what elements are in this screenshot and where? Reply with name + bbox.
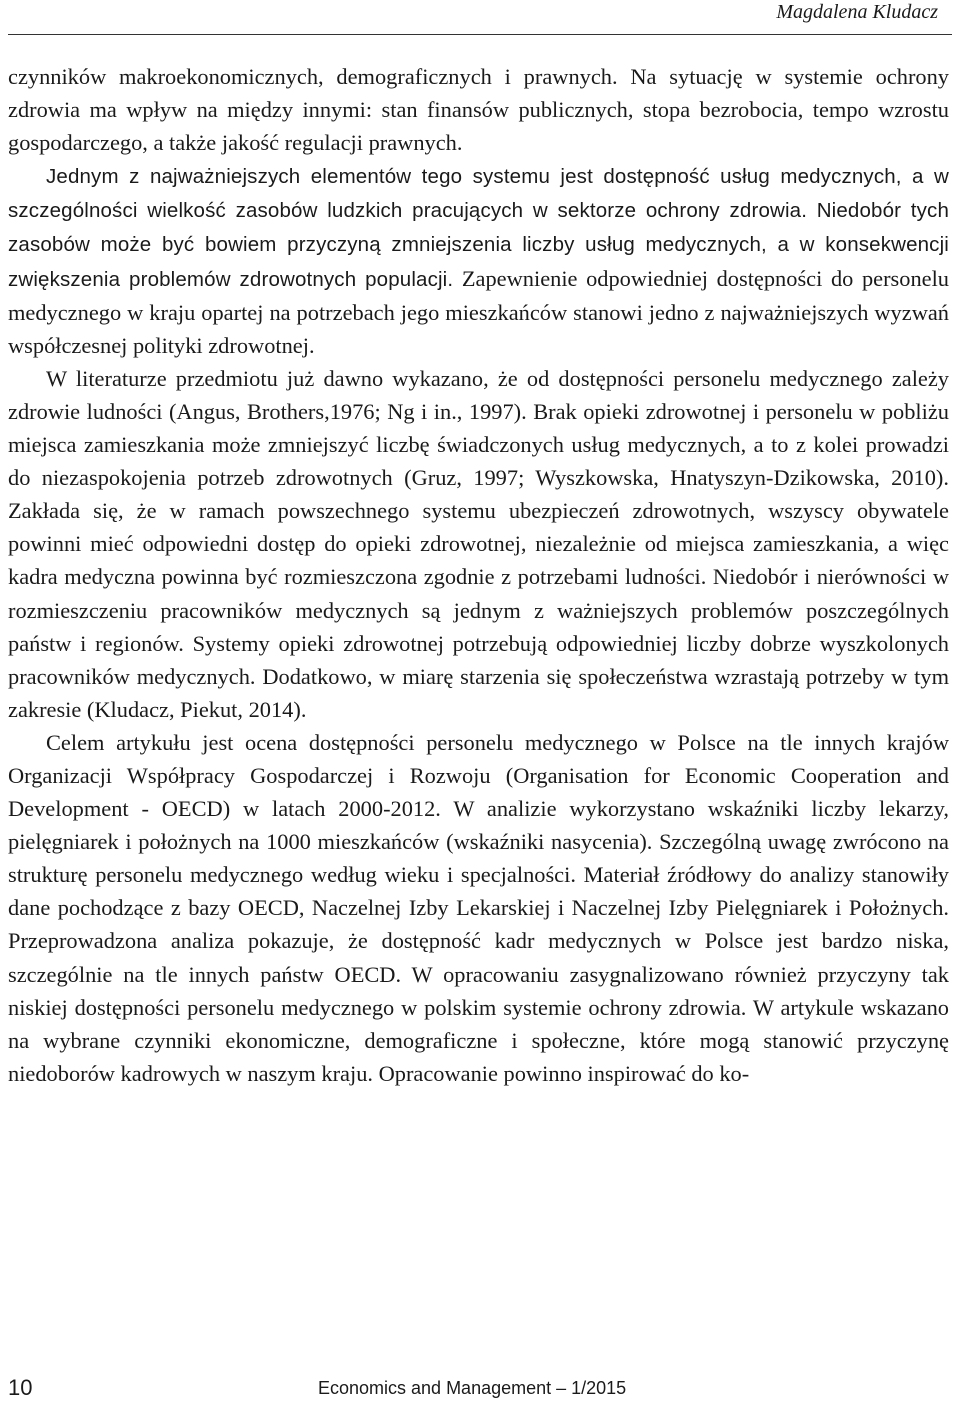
paragraph-4-text: Celem artykułu jest ocena dostępności personelu medycznego w Polsce na tle innych krajów Organizacji Współpracy Gospodarczej i Rozwoju (Organisation for Economic Cooperation and Development - OECD) w latach 2000-2012. W analizie wykorzystano wskaźniki liczby lekarzy, pielęgniarek i położnych na 1000 mieszkańców (wskaźniki nasycenia). Szczególną uwagę zwrócono na strukturę personelu medycznego według wieku i specjalności. Materiał źródłowy do analizy stanowiły dane pochodzące z bazy OECD, Naczelnej Izby Lekarskiej i Naczelnej Izby Pielęgniarek i Położnych. Przeprowadzona analiza pokazuje, że dostępność kadr medycznych w Polsce jest bardzo niska, szczególnie na tle innych państw OECD. W opracowaniu zasygnalizowano również przyczyny tak niskiej dostępności personelu medycznego w polskim systemie ochrony zdrowia. W artykule wskazano na wybrane czynniki ekonomiczne, demograficzne i społeczne, które mogą stanowić przyczynę niedoborów kadrowych w naszym kraju. Opracowanie powinno inspirować do ko- [8, 729, 949, 1086]
paragraph-4 [8, 726, 949, 1090]
article-body [8, 60, 949, 1090]
paragraph-2-sans-text: Jednym z najważniejszych elementów tego systemu jest dostępność usług medycznych, a w szczególności wielkość zasobów ludzkich pracujących w sektorze ochrony zdrowia. Niedobór tych zasobów może być bowiem przyczyną zmniejszenia liczby usług medycznych, a w konsekwencji zwiększenia problemów zdrowotnych populacji. [8, 165, 949, 291]
paragraph-1 [8, 60, 949, 159]
paragraph-3 [8, 362, 949, 726]
journal-citation: Economics and Management – 1/2015 [318, 1378, 627, 1398]
paragraph-2-text: Zapewnienie odpowiedniej dostępności do personelu medycznego w kraju opartej na potrzebach jego mieszkańców stanowi jedno z najważniejszych wyzwań współczesnej polityki zdrowotnej. [8, 265, 949, 358]
header-divider [8, 34, 952, 35]
paragraph-1-text: czynników makroekonomicznych, demograficznych i prawnych. Na sytuację w systemie ochrony zdrowia ma wpływ na między innymi: stan finansów publicznych, stopa bezrobocia, tempo wzrostu gospodarczego, a także jakość regulacji prawnych. [8, 64, 949, 156]
paragraph-2 [8, 159, 949, 362]
page-footer [8, 1376, 952, 1402]
paragraph-3-text: W literaturze przedmiotu już dawno wykazano, że od dostępności personelu medycznego zależy zdrowie ludności (Angus, Brothers,1976; Ng i in., 1997). Brak opieki zdrowotnej i personelu w pobliżu miejsca zamieszkania może zmniejszyć liczbę świadczonych usług medycznych, a to z kolei prowadzi do niezaspokojenia potrzeb zdrowotnych (Gruz, 1997; Wyszkowska, Hnatyszyn-Dzikowska, 2010). Zakłada się, że w ramach powszechnego systemu ubezpieczeń zdrowotnych, wszyscy obywatele powinni mieć odpowiedni dostęp do opieki zdrowotnej, niezależnie od miejsca zamieszkania, a więc kadra medyczna powinna być rozmieszczona zgodnie z potrzebami ludności. Niedobór i nierówności w rozmieszczeniu pracowników medycznych są jednym z ważniejszych problemów poszczególnych państw i regionów. Systemy opieki zdrowotnej potrzebują odpowiedniej liczby dobrze wyszkolonych pracowników medycznych. Dodatkowo, w miarę starzenia się społeczeństwa wzrastają potrzeby w tym zakresie (Kludacz, Piekut, 2014). [8, 365, 949, 722]
page-number: 10 [8, 1375, 33, 1400]
running-header-author: Magdalena Kludacz [776, 1, 938, 23]
